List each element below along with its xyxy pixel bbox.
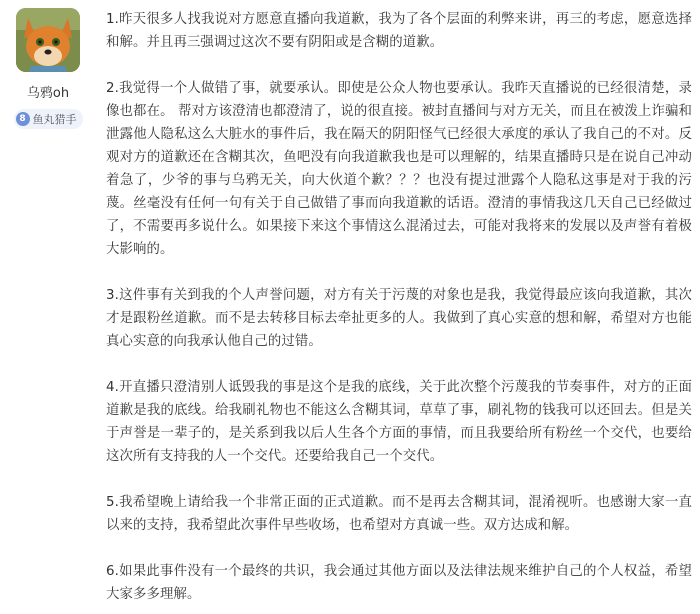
badge-label: 鱼丸猎手 [32, 113, 77, 126]
post-content [96, 0, 700, 614]
paragraph-4: 4.开直播只澄清别人诋毁我的事是这个是我的底线，关于此次整个污蔑我的节奏事件，对方的正面道歉是我的底线。给我刷礼物也不能这么含糊其词，草草了事，刷礼物的钱我可以还回去。但是关于声誉是一辈子的，是关系到我以后人生各个方面的事情，而且我要给所有粉丝一个交代，也要给这次所有支持我的人一个交代。还要给我自己一个交代。 [106, 380, 692, 464]
author-name[interactable]: 乌鸦oh [26, 86, 70, 101]
paragraph-2: 2.我觉得一个人做错了事，就要承认。即使是公众人物也要承认。我昨天直播说的已经很清楚，录像也都在。 帮对方该澄清也都澄清了，说的很直接。被封直播间与对方无关，而且在被泼上诈骗和泄露他人隐私这么大脏水的事件后，我在隔天的阴阳怪气已经很大承度的承认了我自己的不对。反观对方的道歉还在含糊其次，鱼吧没有向我道歉我也是可以理解的，结果直播時只是在说自己冲动着急了，少爷的事与乌鸦无关，向大伙道个歉？？？也没有提过泄露个人隐私这事是对于我的污蔑。丝毫没有任何一句有关于自己做错了事而向我道歉的话语。澄清的事情我这几天自己已经做过了，不需要再多说什么。如果接下来这个事情这么混淆过去，可能对我将来的发展以及声誉有着极大影响的。 [106, 81, 692, 257]
fox-avatar-icon [16, 8, 80, 72]
paragraph-6: 6.如果此事件没有一个最终的共识，我会通过其他方面以及法律法规来维护自己的个人权益，希望大家多多理解。 [106, 564, 692, 602]
author-panel [0, 0, 96, 614]
author-badge[interactable] [14, 109, 83, 129]
level-badge-icon: 8 [16, 112, 30, 126]
paragraph-3: 3.这件事有关到我的个人声誉问题，对方有关于污蔑的对象也是我，我觉得最应该向我道歉，其次才是跟粉丝道歉。而不是去转移目标去牵扯更多的人。我做到了真心实意的想和解，希望对方也能真心实意的向我承认他自己的过错。 [106, 288, 692, 349]
avatar[interactable] [16, 8, 80, 72]
paragraph-5: 5.我希望晚上请给我一个非常正面的正式道歉。而不是再去含糊其词，混淆视听。也感谢大家一直以来的支持，我希望此次事件早些收场，也希望对方真诚一些。双方达成和解。 [106, 495, 692, 533]
paragraph-1: 1.昨天很多人找我说对方愿意直播向我道歉，我为了各个层面的利弊来讲，再三的考虑，愿意选择和解。并且再三强调过这次不要有阴阳或是含糊的道歉。 [106, 12, 692, 50]
